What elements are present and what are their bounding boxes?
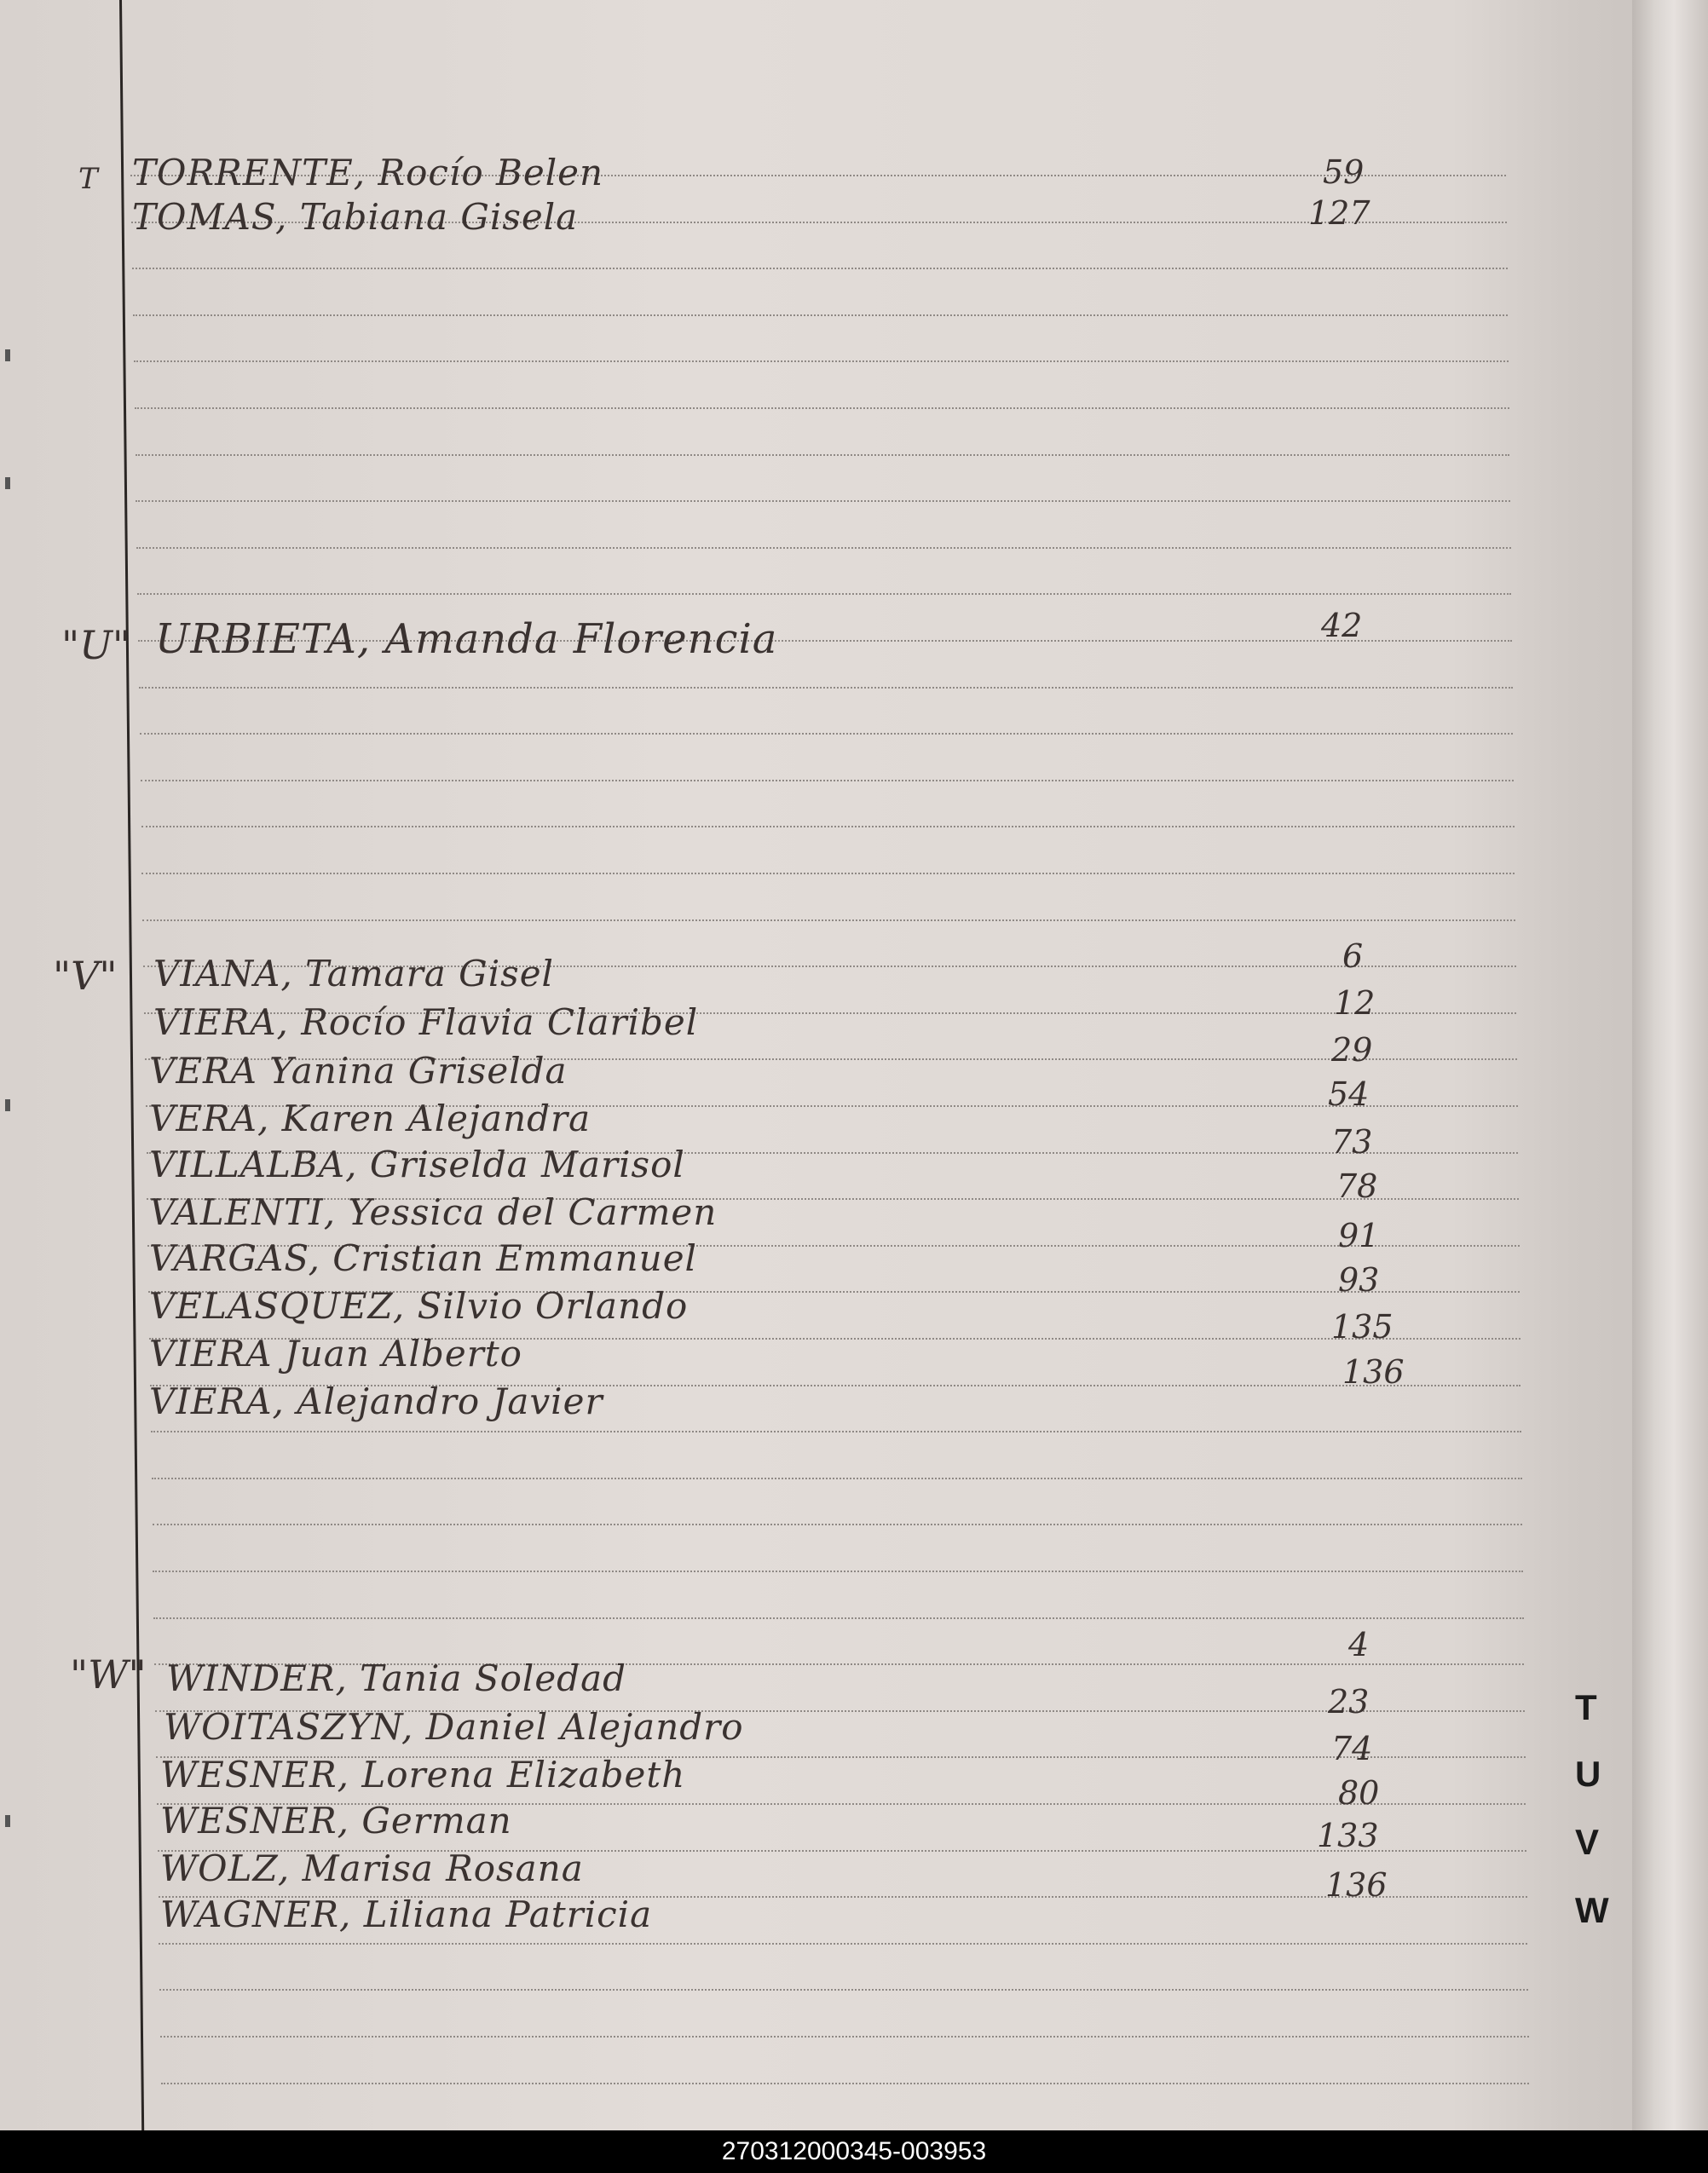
index-tab-v[interactable]: V xyxy=(1575,1822,1600,1862)
entry-page: 59 xyxy=(1323,153,1365,191)
entry-name: VIERA, Rocío Flavia Claribel xyxy=(153,1001,699,1043)
entry-page: 93 xyxy=(1338,1261,1380,1299)
left-margin-line xyxy=(119,0,144,2130)
entry-name: VELASQUEZ, Silvio Orlando xyxy=(149,1285,689,1327)
entry-page: 78 xyxy=(1336,1167,1378,1205)
entry-name: WESNER, Lorena Elizabeth xyxy=(160,1754,686,1795)
entry-name: WOITASZYN, Daniel Alejandro xyxy=(164,1706,744,1748)
entry-name: VALENTI, Yessica del Carmen xyxy=(149,1191,718,1233)
binding-mark xyxy=(5,349,10,361)
entry-page: 80 xyxy=(1338,1774,1380,1812)
entry-name: VIANA, Tamara Gisel xyxy=(153,953,554,994)
entry-page: 12 xyxy=(1334,984,1376,1022)
ruled-line xyxy=(136,454,1510,456)
ruled-line xyxy=(153,1524,1523,1525)
index-tab-w[interactable]: W xyxy=(1575,1890,1609,1930)
entry-page: 54 xyxy=(1328,1075,1370,1113)
entry-page: 127 xyxy=(1308,194,1370,232)
ruled-line xyxy=(151,1431,1521,1432)
ruled-line xyxy=(140,733,1514,735)
entry-page: 29 xyxy=(1331,1031,1373,1069)
page-fold-shadow xyxy=(1632,0,1708,2130)
entry-page: 135 xyxy=(1331,1308,1394,1346)
entry-name: TOMAS, Tabiana Gisela xyxy=(132,196,579,238)
entry-page: 42 xyxy=(1321,607,1363,644)
binding-mark xyxy=(5,1815,10,1827)
section-letter-u: "U" xyxy=(61,622,131,668)
entry-name: WOLZ, Marisa Rosana xyxy=(160,1847,584,1889)
ruled-line xyxy=(159,1943,1527,1945)
ruled-line xyxy=(141,780,1514,781)
ruled-line xyxy=(133,314,1509,316)
entry-name: VARGAS, Cristian Emmanuel xyxy=(149,1237,697,1279)
ruled-line xyxy=(152,1478,1522,1479)
entry-name: URBIETA, Amanda Florencia xyxy=(155,615,778,663)
entry-page: 6 xyxy=(1342,937,1364,975)
entry-name: VERA, Karen Alejandra xyxy=(149,1098,591,1139)
ruled-line xyxy=(141,826,1515,827)
entry-page: 136 xyxy=(1342,1353,1405,1391)
entry-name: VERA Yanina Griselda xyxy=(149,1050,568,1092)
entry-name: WAGNER, Liliana Patricia xyxy=(160,1893,653,1935)
binding-mark xyxy=(5,477,10,489)
entry-page: 133 xyxy=(1317,1817,1379,1854)
binding-mark xyxy=(5,1099,10,1111)
index-tab-u[interactable]: U xyxy=(1575,1754,1601,1794)
ruled-line xyxy=(132,268,1508,269)
entry-page: 4 xyxy=(1348,1626,1370,1663)
entry-page: 23 xyxy=(1328,1683,1370,1721)
ruled-line xyxy=(139,687,1513,689)
ruled-line xyxy=(142,919,1515,921)
index-tab-t[interactable]: T xyxy=(1575,1687,1597,1727)
entry-page: 136 xyxy=(1325,1866,1388,1904)
document-id-footer: 270312000345-003953 xyxy=(0,2130,1708,2173)
entry-page: 74 xyxy=(1331,1730,1373,1767)
entry-name: TORRENTE, Rocío Belen xyxy=(132,152,604,193)
ruled-line xyxy=(159,1989,1528,1991)
ruled-line xyxy=(153,1617,1523,1619)
entry-name: VILLALBA, Griselda Marisol xyxy=(149,1144,685,1185)
section-letter-v: "V" xyxy=(53,953,118,999)
ruled-line xyxy=(161,2083,1529,2084)
entry-name: VIERA Juan Alberto xyxy=(149,1333,522,1375)
ruled-line xyxy=(141,873,1515,874)
ruled-line xyxy=(160,2036,1528,2038)
entry-name: VIERA, Alejandro Javier xyxy=(149,1380,603,1422)
ruled-line xyxy=(137,593,1511,595)
entry-name: WINDER, Tania Soledad xyxy=(166,1657,626,1699)
entry-name: WESNER, German xyxy=(160,1800,512,1842)
section-letter-t: T xyxy=(78,162,98,196)
ruled-line xyxy=(135,407,1509,409)
entry-page: 91 xyxy=(1338,1217,1380,1254)
entry-page: 73 xyxy=(1331,1123,1373,1161)
ruled-line xyxy=(136,547,1510,549)
ruled-line xyxy=(153,1571,1523,1572)
section-letter-w: "W" xyxy=(70,1651,147,1697)
ruled-line xyxy=(134,360,1509,362)
ruled-line xyxy=(136,500,1510,502)
